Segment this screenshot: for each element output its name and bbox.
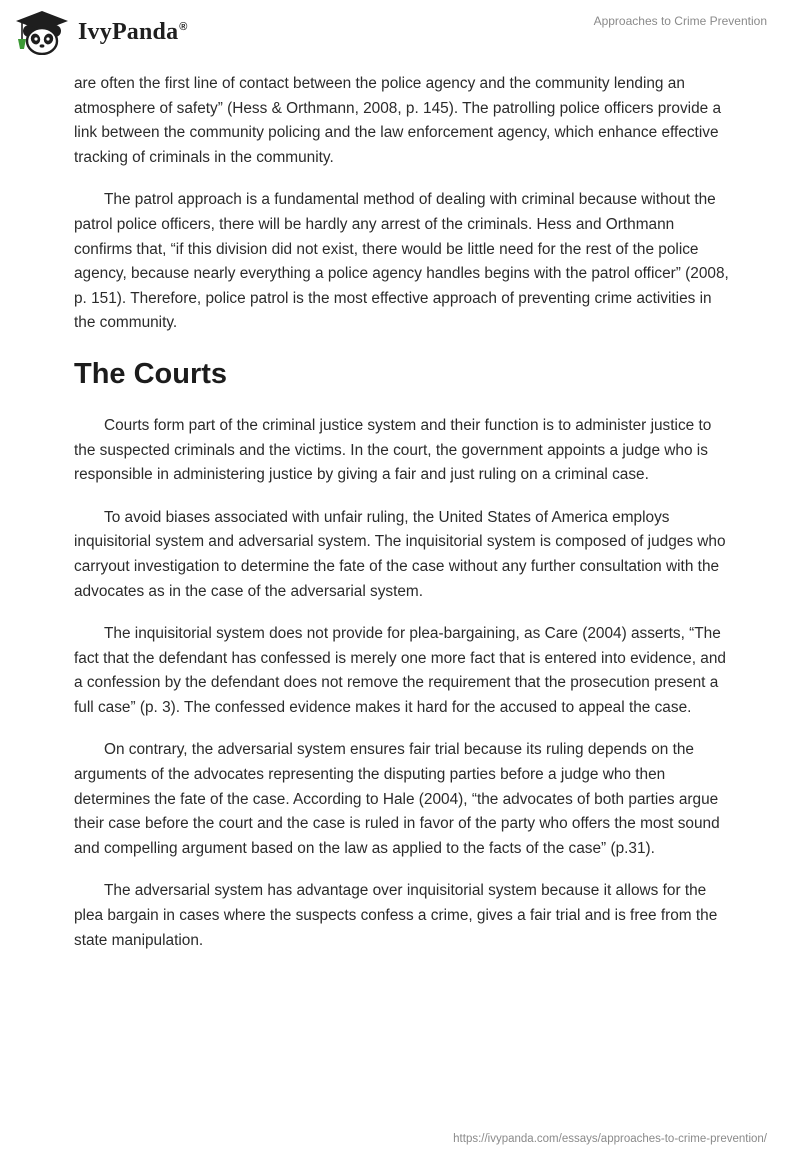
paragraph: The inquisitorial system does not provide for plea-bargaining, as Care (2004) asserts, “The fact that the defendant has confessed is merely one more fact that is entered into evidence, and a confession by the defendant does not remove the requirement that the prosecution present a full case” (p. 3). The confessed evidence makes it hard for the accused to appeal the case. xyxy=(74,625,726,716)
paragraph: The patrol approach is a fundamental method of dealing with criminal because without the patrol police officers, there will be hardly any arrest of the criminals. Hess and Orthmann confirms that, “if this division did not exist, there would be little need for the rest of the police agency, because nearly everything a police agency handles begins with the patrol officer” (2008, p. 151). Therefore, police patrol is the most effective approach of preventing crime activities in the community. xyxy=(74,191,729,332)
brand-name: IvyPanda® xyxy=(78,18,188,45)
paragraph: The adversarial system has advantage over inquisitorial system because it allows for the plea bargain in cases where the suspects confess a crime, gives a fair trial and is free from the state manipulation. xyxy=(74,882,718,949)
paragraph: To avoid biases associated with unfair ruling, the United States of America employs inquisitorial system and adversarial system. The inquisitorial system is composed of judges who carryout investigation to determine the fate of the case without any further consultation with the advocates as in the case of the adversarial system. xyxy=(74,508,726,600)
panda-graduation-cap-icon xyxy=(14,9,70,55)
source-url[interactable]: https://ivypanda.com/essays/approaches-to-crime-prevention/ xyxy=(453,1133,767,1145)
document-title: Approaches to Crime Prevention xyxy=(593,14,767,28)
paragraph: On contrary, the adversarial system ensures fair trial because its ruling depends on the arguments of the advocates representing the disputing parties before a judge who then determines the fate of the case. According to Hale (2004), “the advocates of both parties argue their case before the court and the case is ruled in favor of the party who offers the most sound and compelling argument based on the law as applied to the facts of the case” (p.31). xyxy=(74,741,720,857)
paragraph: are often the first line of contact between the police agency and the community lending an atmosphere of safety” (Hess & Orthmann, 2008, p. 145). The patrolling police officers provide a link between the community policing and the law enforcement agency, which enhance effective tracking of criminals in the community. xyxy=(74,75,722,166)
page-header xyxy=(0,0,800,68)
paragraph: Courts form part of the criminal justice system and their function is to administer justice to the suspected criminals and the victims. In the court, the government appoints a judge who is responsible in administering justice by giving a fair and just ruling on a criminal case. xyxy=(74,416,712,484)
brand-logo[interactable] xyxy=(14,8,188,56)
article-body xyxy=(74,72,734,971)
section-heading: The Courts xyxy=(74,357,228,390)
